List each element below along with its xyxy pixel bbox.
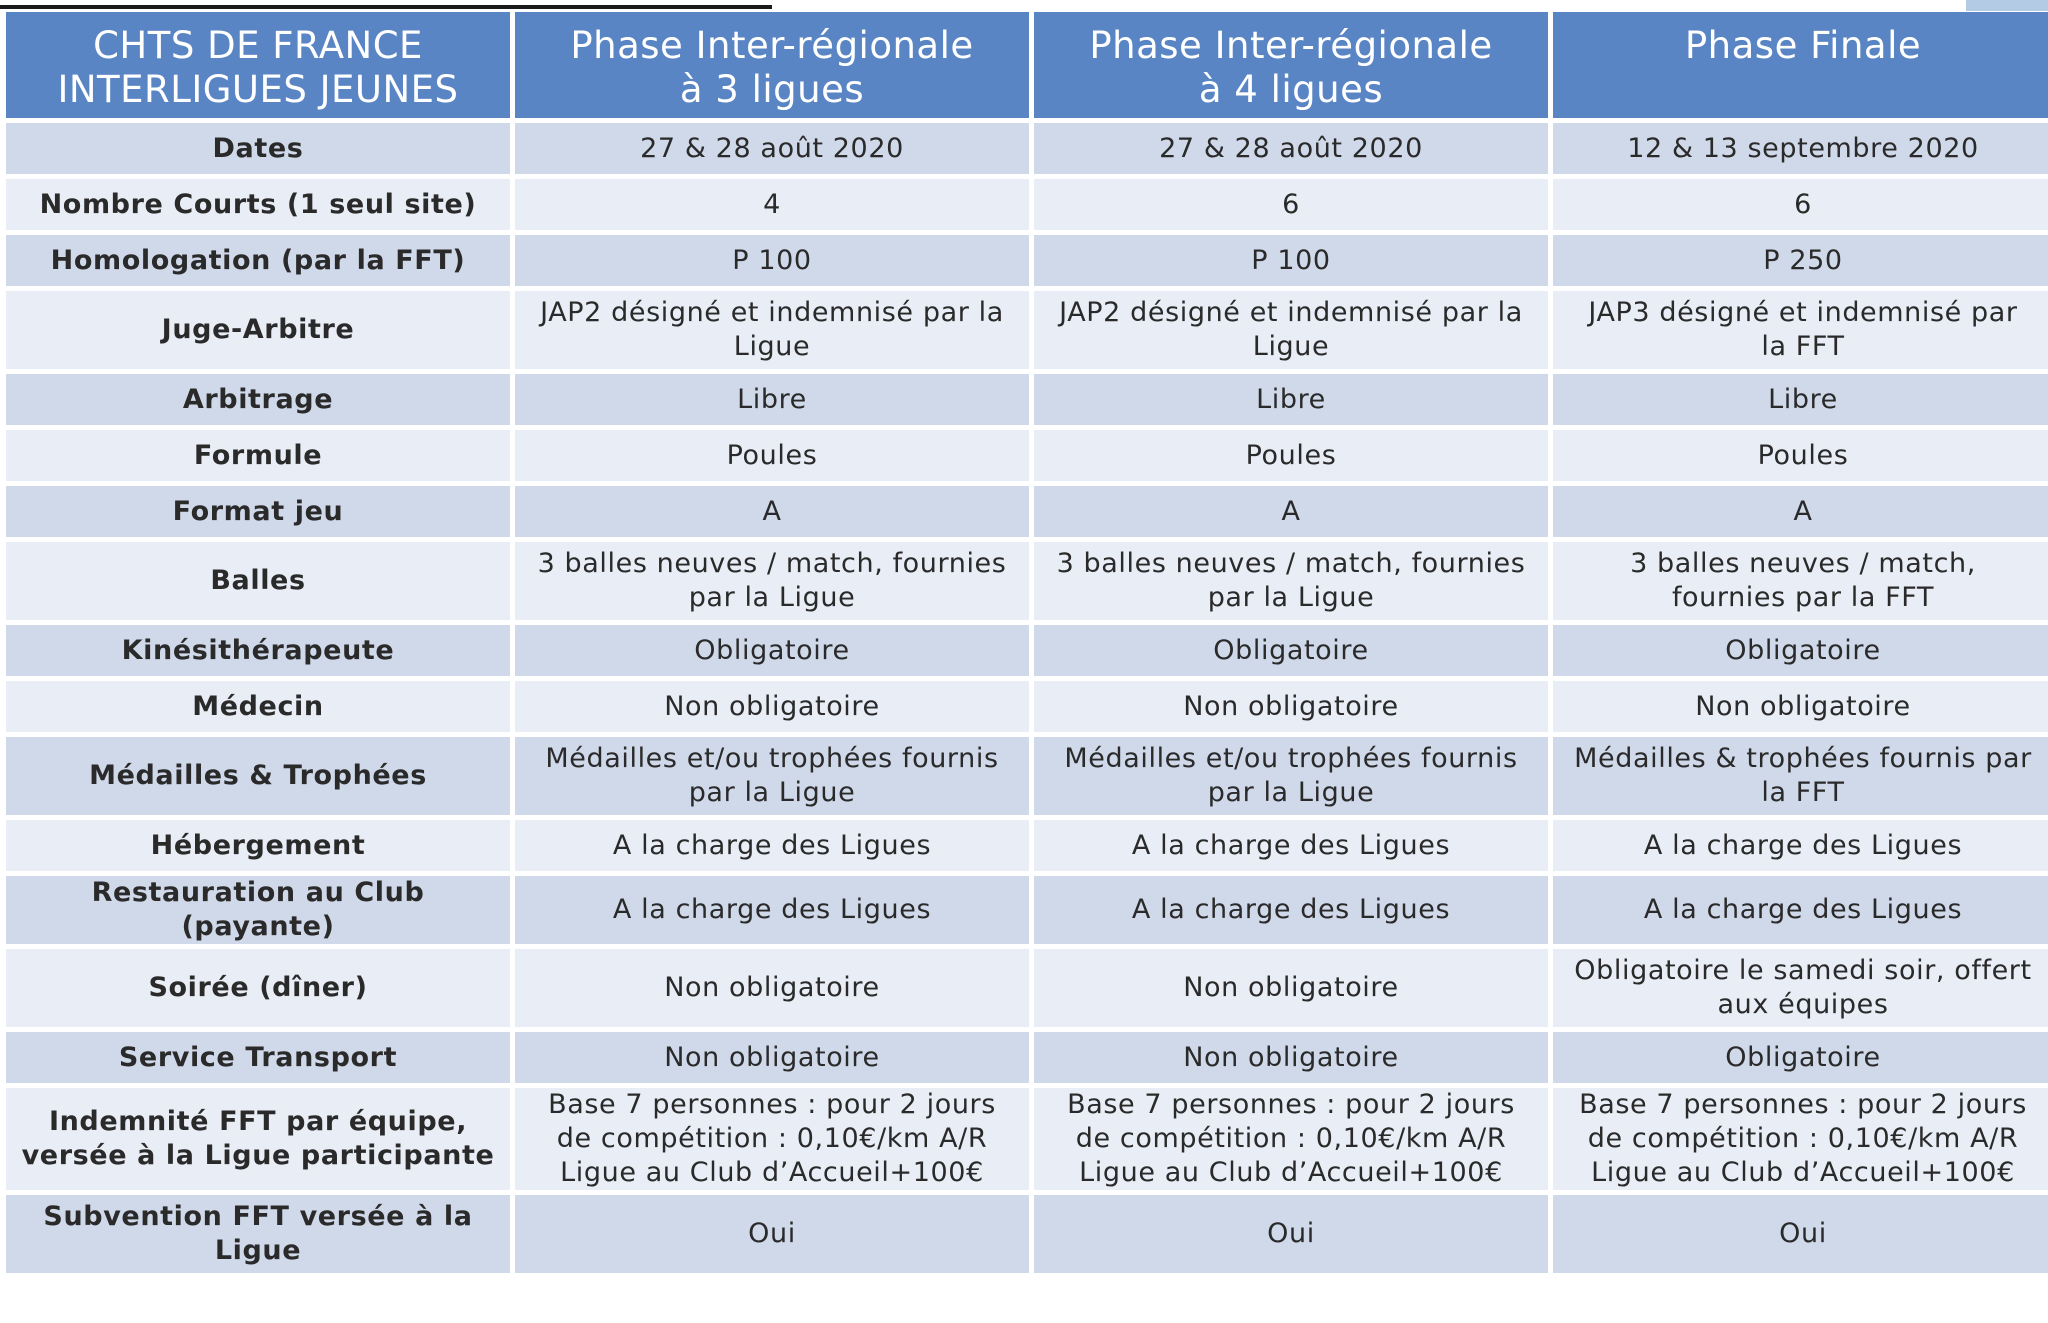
table-row (6, 1195, 2048, 1273)
cell-phase-4-ligues: Poules (1034, 430, 1548, 481)
row-label: Balles (6, 542, 510, 620)
cell-phase-4-ligues: Oui (1034, 1195, 1548, 1273)
cell-phase-3-ligues: Poules (515, 430, 1029, 481)
cell-phase-3-ligues: Oui (515, 1195, 1029, 1273)
table-row (6, 123, 2048, 174)
cell-phase-3-ligues: Obligatoire (515, 625, 1029, 676)
cell-phase-4-ligues: 3 balles neuves / match, fournies par la Ligue (1034, 542, 1548, 620)
header-phase-finale: Phase Finale (1553, 12, 2048, 118)
row-label: Indemnité FFT par équipe, versée à la Ligue participante (6, 1088, 510, 1190)
cell-phase-3-ligues: 3 balles neuves / match, fournies par la Ligue (515, 542, 1029, 620)
cell-phase-finale: Libre (1553, 374, 2048, 425)
table-row (6, 486, 2048, 537)
cell-phase-4-ligues: Non obligatoire (1034, 681, 1548, 732)
cell-phase-4-ligues: Obligatoire (1034, 625, 1548, 676)
cell-phase-finale: JAP3 désigné et indemnisé par la FFT (1553, 291, 2048, 369)
cell-phase-3-ligues: 27 & 28 août 2020 (515, 123, 1029, 174)
cell-phase-3-ligues: Non obligatoire (515, 681, 1029, 732)
cell-phase-finale: P 250 (1553, 235, 2048, 286)
cell-phase-3-ligues: Base 7 personnes : pour 2 jours de compétition : 0,10€/km A/R Ligue au Club d’Accueil+100€ (515, 1088, 1029, 1190)
cell-phase-finale: Non obligatoire (1553, 681, 2048, 732)
cell-phase-finale: A la charge des Ligues (1553, 820, 2048, 871)
cell-phase-4-ligues: P 100 (1034, 235, 1548, 286)
row-label: Médailles & Trophées (6, 737, 510, 815)
table-row (6, 625, 2048, 676)
row-label: Formule (6, 430, 510, 481)
cell-phase-4-ligues: A (1034, 486, 1548, 537)
row-label: Kinésithérapeute (6, 625, 510, 676)
cell-phase-3-ligues: Non obligatoire (515, 949, 1029, 1027)
cell-phase-3-ligues: P 100 (515, 235, 1029, 286)
row-label: Service Transport (6, 1032, 510, 1083)
table-row (6, 949, 2048, 1027)
cell-phase-4-ligues: 27 & 28 août 2020 (1034, 123, 1548, 174)
cell-phase-finale: Poules (1553, 430, 2048, 481)
table-row (6, 291, 2048, 369)
cell-phase-finale: 12 & 13 septembre 2020 (1553, 123, 2048, 174)
table-header-row (6, 12, 2048, 118)
table-row (6, 542, 2048, 620)
cell-phase-4-ligues: 6 (1034, 179, 1548, 230)
row-label: Soirée (dîner) (6, 949, 510, 1027)
table-body (6, 123, 2048, 1273)
cell-phase-4-ligues: A la charge des Ligues (1034, 876, 1548, 944)
cell-phase-3-ligues: Libre (515, 374, 1029, 425)
cell-phase-finale: Médailles & trophées fournis par la FFT (1553, 737, 2048, 815)
cell-phase-4-ligues: Non obligatoire (1034, 1032, 1548, 1083)
row-label: Hébergement (6, 820, 510, 871)
table-row (6, 235, 2048, 286)
table-row (6, 179, 2048, 230)
row-label: Nombre Courts (1 seul site) (6, 179, 510, 230)
cell-phase-3-ligues: A (515, 486, 1029, 537)
cell-phase-4-ligues: Libre (1034, 374, 1548, 425)
cell-phase-3-ligues: Médailles et/ou trophées fournis par la Ligue (515, 737, 1029, 815)
competition-table (1, 7, 2048, 1278)
table-row (6, 1088, 2048, 1190)
row-label: Homologation (par la FFT) (6, 235, 510, 286)
cell-phase-3-ligues: A la charge des Ligues (515, 820, 1029, 871)
cell-phase-finale: Obligatoire (1553, 625, 2048, 676)
cell-phase-finale: Obligatoire (1553, 1032, 2048, 1083)
cell-phase-3-ligues: JAP2 désigné et indemnisé par la Ligue (515, 291, 1029, 369)
cell-phase-4-ligues: A la charge des Ligues (1034, 820, 1548, 871)
cell-phase-finale: Base 7 personnes : pour 2 jours de compétition : 0,10€/km A/R Ligue au Club d’Accueil+100€ (1553, 1088, 2048, 1190)
cell-phase-3-ligues: Non obligatoire (515, 1032, 1029, 1083)
row-label: Format jeu (6, 486, 510, 537)
header-competition: CHTS DE FRANCE INTERLIGUES JEUNES (6, 12, 510, 118)
table-row (6, 681, 2048, 732)
row-label: Subvention FFT versée à la Ligue (6, 1195, 510, 1273)
row-label: Restauration au Club (payante) (6, 876, 510, 944)
cell-phase-finale: A la charge des Ligues (1553, 876, 2048, 944)
row-label: Arbitrage (6, 374, 510, 425)
table-row (6, 820, 2048, 871)
table-row (6, 374, 2048, 425)
cell-phase-finale: Oui (1553, 1195, 2048, 1273)
cell-phase-4-ligues: Base 7 personnes : pour 2 jours de compétition : 0,10€/km A/R Ligue au Club d’Accueil+100€ (1034, 1088, 1548, 1190)
table-row (6, 737, 2048, 815)
cell-phase-finale: 6 (1553, 179, 2048, 230)
cell-phase-finale: 3 balles neuves / match, fournies par la FFT (1553, 542, 2048, 620)
cell-phase-4-ligues: JAP2 désigné et indemnisé par la Ligue (1034, 291, 1548, 369)
header-phase-4-ligues: Phase Inter-régionale à 4 ligues (1034, 12, 1548, 118)
table-row (6, 876, 2048, 944)
cell-phase-3-ligues: 4 (515, 179, 1029, 230)
row-label: Juge-Arbitre (6, 291, 510, 369)
table-row (6, 1032, 2048, 1083)
header-phase-3-ligues: Phase Inter-régionale à 3 ligues (515, 12, 1029, 118)
table-row (6, 430, 2048, 481)
cell-phase-finale: Obligatoire le samedi soir, offert aux équipes (1553, 949, 2048, 1027)
cell-phase-finale: A (1553, 486, 2048, 537)
row-label: Dates (6, 123, 510, 174)
cell-phase-4-ligues: Non obligatoire (1034, 949, 1548, 1027)
row-label: Médecin (6, 681, 510, 732)
cell-phase-3-ligues: A la charge des Ligues (515, 876, 1029, 944)
cell-phase-4-ligues: Médailles et/ou trophées fournis par la Ligue (1034, 737, 1548, 815)
